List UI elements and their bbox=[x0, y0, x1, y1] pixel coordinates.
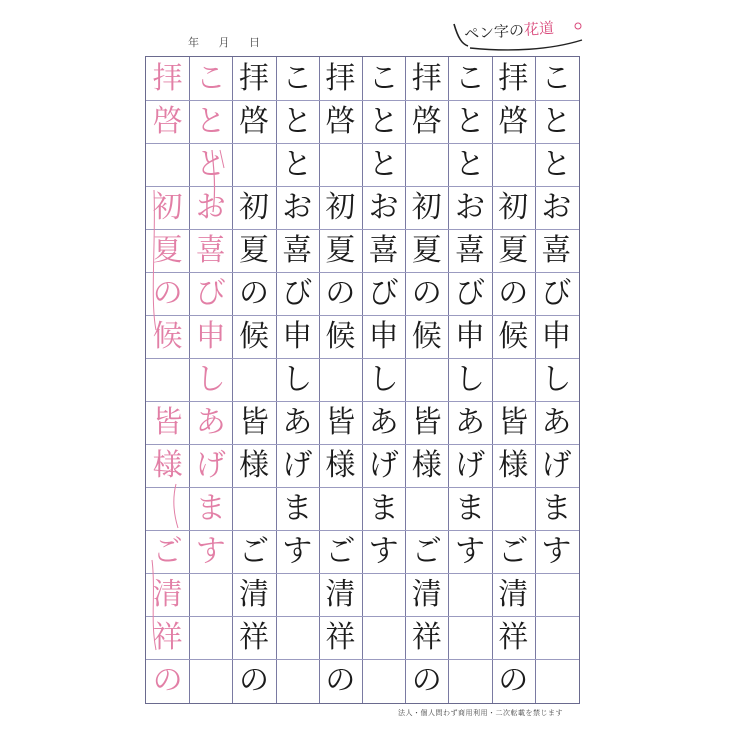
practice-character: 申 bbox=[541, 318, 572, 354]
practice-character: 喜 bbox=[541, 232, 572, 268]
practice-character: 皆 bbox=[238, 404, 269, 440]
practice-character: 申 bbox=[282, 318, 313, 354]
practice-character: の bbox=[498, 275, 529, 311]
date-day-label: 日 bbox=[249, 36, 261, 49]
practice-character: す bbox=[541, 533, 572, 569]
practice-character: 祥 bbox=[325, 619, 356, 655]
practice-character: げ bbox=[282, 447, 313, 483]
practice-character: す bbox=[282, 533, 313, 569]
practice-character: 拝 bbox=[238, 60, 269, 96]
practice-character: 夏 bbox=[325, 232, 356, 268]
practice-character: 様 bbox=[152, 447, 183, 483]
practice-character: 皆 bbox=[498, 404, 529, 440]
practice-character: の bbox=[152, 662, 183, 698]
practice-character: 清 bbox=[325, 576, 356, 612]
date-line bbox=[188, 34, 275, 50]
practice-character: ま bbox=[368, 490, 399, 526]
practice-character: し bbox=[195, 361, 226, 397]
practice-character: 喜 bbox=[368, 232, 399, 268]
practice-character: 候 bbox=[152, 318, 183, 354]
practice-character: の bbox=[411, 275, 442, 311]
practice-character: ご bbox=[411, 533, 442, 569]
date-year-label: 年 bbox=[188, 36, 200, 49]
practice-character: び bbox=[368, 275, 399, 311]
practice-character: 清 bbox=[498, 576, 529, 612]
practice-character: あ bbox=[195, 404, 226, 440]
practice-character: お bbox=[541, 189, 572, 225]
practice-character: こ bbox=[454, 60, 485, 96]
practice-character: 初 bbox=[498, 189, 529, 225]
practice-character: と bbox=[454, 146, 485, 182]
practice-character: と bbox=[368, 103, 399, 139]
practice-character: げ bbox=[368, 447, 399, 483]
practice-character: 夏 bbox=[411, 232, 442, 268]
practice-character: 夏 bbox=[238, 232, 269, 268]
practice-character: と bbox=[282, 146, 313, 182]
practice-character: す bbox=[368, 533, 399, 569]
practice-character: 候 bbox=[411, 318, 442, 354]
writing-grid bbox=[145, 56, 580, 704]
practice-character: 様 bbox=[325, 447, 356, 483]
practice-character: し bbox=[454, 361, 485, 397]
practice-character: お bbox=[368, 189, 399, 225]
practice-character: 祥 bbox=[152, 619, 183, 655]
practice-character: す bbox=[195, 533, 226, 569]
practice-character: ま bbox=[195, 490, 226, 526]
practice-character: 祥 bbox=[411, 619, 442, 655]
practice-character: 候 bbox=[498, 318, 529, 354]
practice-character: あ bbox=[454, 404, 485, 440]
practice-character: 夏 bbox=[152, 232, 183, 268]
practice-character: 啓 bbox=[325, 103, 356, 139]
practice-character: び bbox=[282, 275, 313, 311]
practice-character: 申 bbox=[368, 318, 399, 354]
practice-character: 清 bbox=[238, 576, 269, 612]
brand-title-accent: 花道 bbox=[523, 18, 555, 39]
practice-character: ご bbox=[498, 533, 529, 569]
practice-character: げ bbox=[541, 447, 572, 483]
practice-character: の bbox=[498, 662, 529, 698]
practice-character: あ bbox=[368, 404, 399, 440]
practice-character: び bbox=[541, 275, 572, 311]
practice-character: し bbox=[541, 361, 572, 397]
practice-character: 啓 bbox=[152, 103, 183, 139]
practice-character: し bbox=[368, 361, 399, 397]
practice-character: と bbox=[454, 103, 485, 139]
practice-character: 夏 bbox=[498, 232, 529, 268]
practice-character: 祥 bbox=[238, 619, 269, 655]
practice-character: 喜 bbox=[195, 232, 226, 268]
practice-character: 祥 bbox=[498, 619, 529, 655]
practice-character: 拝 bbox=[411, 60, 442, 96]
practice-character: 啓 bbox=[498, 103, 529, 139]
practice-character: の bbox=[325, 662, 356, 698]
practice-character: ま bbox=[282, 490, 313, 526]
practice-character: 啓 bbox=[238, 103, 269, 139]
practice-character: 様 bbox=[238, 447, 269, 483]
practice-character: 初 bbox=[238, 189, 269, 225]
practice-character: と bbox=[541, 146, 572, 182]
brand-logo bbox=[450, 18, 590, 54]
practice-character: こ bbox=[368, 60, 399, 96]
practice-character: こ bbox=[541, 60, 572, 96]
practice-character: こ bbox=[282, 60, 313, 96]
practice-character: す bbox=[454, 533, 485, 569]
practice-character: ご bbox=[238, 533, 269, 569]
practice-character: 拝 bbox=[325, 60, 356, 96]
practice-character: と bbox=[282, 103, 313, 139]
practice-character: ご bbox=[325, 533, 356, 569]
date-month-label: 月 bbox=[218, 36, 231, 49]
practice-character: の bbox=[411, 662, 442, 698]
practice-character: あ bbox=[282, 404, 313, 440]
practice-character: こ bbox=[195, 60, 226, 96]
practice-character: と bbox=[195, 146, 226, 182]
practice-character: の bbox=[238, 662, 269, 698]
practice-character: ま bbox=[454, 490, 485, 526]
practice-character: の bbox=[325, 275, 356, 311]
practice-character: と bbox=[541, 103, 572, 139]
practice-character: 初 bbox=[411, 189, 442, 225]
practice-character: び bbox=[454, 275, 485, 311]
practice-character: 清 bbox=[411, 576, 442, 612]
practice-character: 候 bbox=[238, 318, 269, 354]
practice-character: 啓 bbox=[411, 103, 442, 139]
practice-character: 申 bbox=[195, 318, 226, 354]
copyright-notice: 法人・個人問わず商用利用・二次転載を禁じます bbox=[398, 709, 563, 717]
practice-character: 皆 bbox=[152, 404, 183, 440]
practice-character: と bbox=[368, 146, 399, 182]
practice-character: 皆 bbox=[325, 404, 356, 440]
practice-character: げ bbox=[454, 447, 485, 483]
practice-character: 喜 bbox=[454, 232, 485, 268]
practice-character: の bbox=[152, 275, 183, 311]
practice-character: 初 bbox=[325, 189, 356, 225]
practice-character: 皆 bbox=[411, 404, 442, 440]
practice-character: 申 bbox=[454, 318, 485, 354]
brand-title-main: ペン字の bbox=[463, 20, 525, 44]
practice-character: と bbox=[195, 103, 226, 139]
practice-character: あ bbox=[541, 404, 572, 440]
practice-character: の bbox=[238, 275, 269, 311]
practice-character: お bbox=[282, 189, 313, 225]
practice-character: 初 bbox=[152, 189, 183, 225]
practice-character: し bbox=[282, 361, 313, 397]
practice-character: 拝 bbox=[498, 60, 529, 96]
practice-character: お bbox=[195, 189, 226, 225]
practice-character: 清 bbox=[152, 576, 183, 612]
practice-character: 候 bbox=[325, 318, 356, 354]
practice-character: び bbox=[195, 275, 226, 311]
practice-character: 様 bbox=[498, 447, 529, 483]
practice-character: 拝 bbox=[152, 60, 183, 96]
practice-character: 喜 bbox=[282, 232, 313, 268]
practice-character: げ bbox=[195, 447, 226, 483]
practice-character: お bbox=[454, 189, 485, 225]
practice-character: ま bbox=[541, 490, 572, 526]
practice-character: ご bbox=[152, 533, 183, 569]
practice-character: 様 bbox=[411, 447, 442, 483]
